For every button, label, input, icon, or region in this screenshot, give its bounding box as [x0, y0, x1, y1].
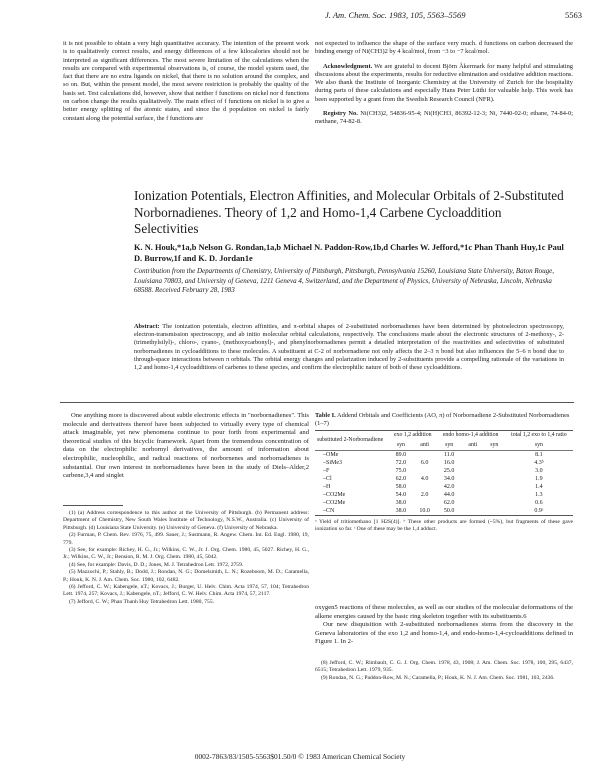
table-cell: [462, 483, 484, 491]
footnote-item: (4) See, for example: Davis, D. D.; Jones, M. J. Tetrahedron Lett. 1972, 2759.: [69, 561, 244, 568]
table-cell: –CN: [323, 507, 335, 514]
table-cell: 72.0: [395, 459, 407, 466]
previous-article-end: [315, 40, 573, 127]
table-cell: –H: [323, 483, 331, 490]
registry-label: Registry No.: [323, 110, 358, 118]
footnote-item: (5) Mazzochi, P.; Stahly, B.; Dodd, J.; Rondan, N. G.; Domelsmith, L. N.; Rozeboom, M. D.; Caramella, P.; Houk, K. N. J. Am. Chem. Soc. 1980, 102, 6482.: [63, 569, 309, 583]
table-cell: [413, 450, 437, 459]
table-cell: 3.0: [535, 467, 543, 474]
table-1: [315, 412, 573, 534]
table-cell: [413, 499, 437, 507]
table-cell: 8.1: [535, 451, 543, 458]
table-header-exo: exo 1,2 addition: [394, 432, 432, 439]
table-subheader: anti: [468, 441, 478, 448]
copyright-line: 0002-7863/83/1505-5563$01.50/0 © 1983 American Chemical Society: [194, 752, 406, 761]
acknowledgment-paragraph: [315, 63, 573, 104]
table-cell: [462, 475, 484, 483]
table-cell: 4.3ᵇ: [534, 459, 544, 466]
table-cell: 1.4: [535, 483, 543, 490]
references-right: [315, 660, 573, 682]
footnotes-left: [63, 510, 309, 606]
table-cell: –Cl: [323, 475, 332, 482]
table-cell: 0.6: [535, 499, 543, 506]
table-cell: 4.0: [420, 475, 429, 482]
abstract-label: Abstract:: [134, 323, 160, 330]
footnote-item: (6) Jefford, C. W.; Kabengele, nT.; Kovacs, J.; Burger, U. Helv. Chim. Acta 1974, 57, 104; Tetrahedron Lett. 1974, 257; Kovacs, J.; Kabengele, nT.; Jefford, C. W. Helv. Chim. Acta 1974, 57, 2117.: [63, 584, 309, 598]
table-row: [315, 450, 573, 459]
registry-paragraph: [315, 110, 573, 127]
reference-item: (8) Jefford, C. W.; Rimbault, C. G. J. Org. Chem. 1978, 43, 1908; J. Am. Chem. Soc. 1978, 100, 295, 6437, 6515; Tetrahedron Lett. 1979, 935.: [315, 660, 573, 674]
table-body: [315, 450, 573, 515]
table-cell: 62.0: [443, 499, 455, 506]
intro-right-column: [315, 604, 573, 647]
table-row: [315, 459, 573, 467]
table-cell: 11.0: [443, 451, 455, 458]
table-footnote: ᵃ Yield of tritiomethano [1 H2S(4)]. ᵇ These other products are formed (~5%), but fragments of these gave ionization so far. ᶜ One of these may be the 1,4 adduct.: [315, 518, 573, 533]
table-header-ratio: total 1,2 exo to 1,4 ratio: [511, 432, 567, 439]
table-row: [315, 483, 573, 491]
table-cell: [484, 507, 505, 516]
table-cell: 54.0: [395, 491, 407, 498]
table-cell: [462, 467, 484, 475]
table-cell: [413, 483, 437, 491]
table-cell: 16.0: [443, 459, 455, 466]
table-cell: [462, 459, 484, 467]
table-cell: 25.0: [443, 467, 455, 474]
table-row: [315, 507, 573, 516]
table-cell: 6.0: [420, 459, 429, 466]
table-cell: 89.0: [395, 451, 407, 458]
table-caption: [315, 412, 573, 428]
table-cell: 42.0: [443, 483, 455, 490]
intro-paragraph: One anything more is discovered about subtle electronic effects in "norbornadienes". This molecule and derivatives thereof have been subjected to virtually every type of chemical attack imaginable, yet new phenomena continue to pour forth from experimental and theoretical studies of this bicyclic framework. Apart from the tremendous concentration of data on the electrophilic norbornyl derivatives, the amount of information about electrophilic, nucleophilic, and radical reactions of norbornenes and norbornadienes is substantial. Our own interest in norbornadienes have been in the study of Diels–Alder,2 carbene,3,4 and singlet: [63, 412, 309, 480]
table-cell: [484, 450, 505, 459]
table-cell: [462, 450, 484, 459]
table-row: [315, 499, 573, 507]
footnote-item: (7) Jefford, C. W.; Phan Thanh Huy Tetrahedron Lett. 1980, 755.: [69, 598, 215, 605]
article-authors: K. N. Houk,*1a,b Nelson G. Rondan,1a,b Michael N. Paddon-Row,1b,d Charles W. Jefford,*1c Phan Thanh Huy,1c Paul D. Burrow,1f and K. D. Jordan1e: [134, 243, 564, 263]
table-cell: [484, 459, 505, 467]
table-subheader: syn: [490, 441, 499, 448]
registry-text: Ni(CH3)2, 54836-95-4; Ni(H)CH3, 86392-12-3; Ni, 7440-02-0; ethane, 74-84-0; methane, 74-82-8.: [315, 110, 573, 126]
table-cell: 62.0: [395, 475, 407, 482]
table-header-endo: endo homo-1,4 addition: [442, 432, 499, 439]
table-label: Table I.: [315, 412, 336, 419]
table-cell: 34.0: [443, 475, 455, 482]
table-subheader: syn: [396, 441, 405, 448]
page-number: 5563: [565, 10, 582, 20]
abstract-divider: [60, 402, 574, 403]
table-row: [315, 475, 573, 483]
page-header: [0, 10, 600, 24]
table-grid: [315, 430, 573, 515]
table-cell: 58.0: [395, 483, 407, 490]
table-cell: 44.0: [443, 491, 455, 498]
table-cell: 1.3: [535, 491, 543, 498]
article-affiliations: Contribution from the Departments of Chemistry, University of Pittsburgh, Pittsburgh, Pennsylvania 15260, Louisiana State University, Baton Rouge, Louisiana 70803, and University of Geneva, 1211 Geneva 4, Switzerland, and the Department of Physics, University of Nebraska, Lincoln, Nebraska 68588. Received February 28, 1983: [134, 267, 554, 295]
reference-item: (9) Rondan, N. G.; Paddon-Row, M. N.; Caramella, P.; Houk, K. N. J. Am. Chem. Soc. 1981, 103, 2436.: [321, 674, 555, 681]
footnote-item: (3) See, for example: Richey, H. G., Jr.; Wilkins, C. W., Jr. J. Org. Chem. 1980, 45, 5027. Richey, H. G., Jr.; Wilkins, C. W., Jr.; Bension, R. M. J. Org. Chem. 1980, 45, 5042.: [63, 547, 309, 561]
continuation-paragraph: it is not possible to obtain a very high quantitative accuracy. The intention of the present work is to qualitatively correct results, and energy differences of a few kilocalories should not be interpreted as significant differences. The most severe limitation of the calculations when the results are compared with experimental observations is, of course, the model system used, the fact that there are no extra ligands on nickel, that there is no solution around the complex, and so on. But, within the present model, the most severe restriction is probably the quality of the basis set. Test calculations did, however, show that neither f functions on nickel nor d functions on carbon change the results qualitatively. The main effect of f functions on nickel is to give a better energy splitting of the atomic states, and since the d population on nickel is fairly constant along the potential surface, the f functions are: [63, 40, 309, 122]
table-cell: [462, 507, 484, 516]
table-cell: [413, 467, 437, 475]
table-cell: 0.9ᶜ: [534, 507, 544, 514]
table-cell: [484, 483, 505, 491]
previous-article-continuation: [63, 40, 309, 123]
table-cell: 1.9: [535, 475, 543, 482]
table-cell: –SiMe3: [323, 459, 343, 466]
table-cell: [462, 499, 484, 507]
table-subheader: anti: [420, 441, 429, 448]
journal-citation: J. Am. Chem. Soc. 1983, 105, 5563–5569: [325, 10, 466, 20]
footnote-divider: [63, 505, 123, 506]
acknowledgment-text: We are grateful to docent Björn Åkermark for many helpful and stimulating discussions about the experiments, results for reductive elimination and oxidative addition reactions. We also thank the Institute of Inorganic Chemistry at the University of Zurich for the hospitality during parts of these calculations and especially Hans Peter Lüthi for valuable help. This work has been supported by a grant from the Swedish Research Council (NFR).: [315, 62, 574, 103]
table-cell: –CO2Me: [323, 499, 346, 506]
table-cell: [484, 499, 505, 507]
acknowledgment-label: Acknowledgment.: [323, 62, 373, 70]
abstract-text: The ionization potentials, electron affinities, and π-orbital shapes of 2-substituted norbornadienes have been determined by photoelectron spectroscopy, electron-transmission spectroscopy, and ab initio molecular orbital calculations, respectively. The conclusions made about the electronic structures of 2-methoxy-, 2-(trimethylsilyl)-, chloro-, cyano-, (methoxycarbonyl)-, and phenylnorbornadienes permit a detailed interpretation of the reactivities and selectivities of substituted norbornadienes in cycloadditions to these molecules. A substituent at C-2 of norbornadiene not only affects the 2–3 π bond but also influences the 5–6 π bond due to through-space interactions between π orbitals. The orbital energy changes and polarization induced by 2-substituents provide a compelling rationale of the variations in 1,2 and homo-1,4 cycloadditions of carbenes to these species, and confirm the electrophilic nature of both of these cycloadditions.: [134, 323, 565, 372]
intro-paragraph: Our new disquisition with 2-substituted norbornadienes stems from the discovery in the Geneva laboratories of the exo 1,2 and homo-1,4, and endo-homo-1,4-cycloadditions defined in Figure 1. In 2-: [315, 621, 573, 646]
abstract: [134, 323, 564, 372]
intro-left-column: [63, 412, 309, 481]
footnote-item: (2) Furman, P. Chem. Rev. 1976, 75, 499. Sauer, J.; Sustmann, R. Angew. Chem. Int. Ed. Engl. 1980, 19, 779.: [63, 532, 309, 546]
table-row: [315, 467, 573, 475]
table-cell: [484, 475, 505, 483]
table-cell: –F: [323, 467, 330, 474]
table-row: [315, 491, 573, 499]
table-cell: 38.0: [395, 499, 407, 506]
continuation-paragraph-end: not expected to influence the shape of the surface very much. d functions on carbon decreased the binding energy of Ni(CH3)2 by 4 kcal/mol, from −3 to −7 kcal/mol.: [315, 40, 573, 56]
table-cell: –CO2Me: [323, 491, 346, 498]
table-subheader: syn: [534, 441, 543, 448]
table-cell: [484, 491, 505, 499]
intro-paragraph: oxygen5 reactions of these molecules, as well as our studies of the molecular deformations of the alkene energies caused by the basic ring skeleton together with its substituents.6: [315, 604, 573, 620]
table-cell: [484, 467, 505, 475]
article-title: Ionization Potentials, Electron Affinities, and Molecular Orbitals of 2-Substituted Norbornadienes. Theory of 1,2 and Homo-1,4 Carbene Cycloaddition Selectivities: [134, 188, 564, 236]
table-cell: 38.0: [395, 507, 407, 514]
table-cell: 50.0: [443, 507, 455, 514]
footnote-item: (1) (a) Address correspondence to this author at the University of Pittsburgh. (b) Permanent address: Department of Chemistry, New South Wales Institute of Technology, N.S.W., Australia. (c) University of Pittsburgh. (d) Louisiana State University. (e) University of Geneva. (f) University of Nebraska.: [63, 510, 309, 531]
table-subheader: syn: [445, 441, 454, 448]
table-caption-text: Addend Orbitals and Coefficients (AO, π) of Norbornadiene 2-Substituted Norbornadienes (1–7): [315, 412, 570, 428]
table-header-substituent: substituted 2-Norbornadiene: [317, 437, 384, 443]
table-cell: 75.0: [395, 467, 407, 474]
table-cell: [462, 491, 484, 499]
table-cell: 10.0: [419, 507, 430, 514]
table-cell: –OMe: [323, 451, 339, 458]
table-cell: 2.0: [420, 491, 429, 498]
